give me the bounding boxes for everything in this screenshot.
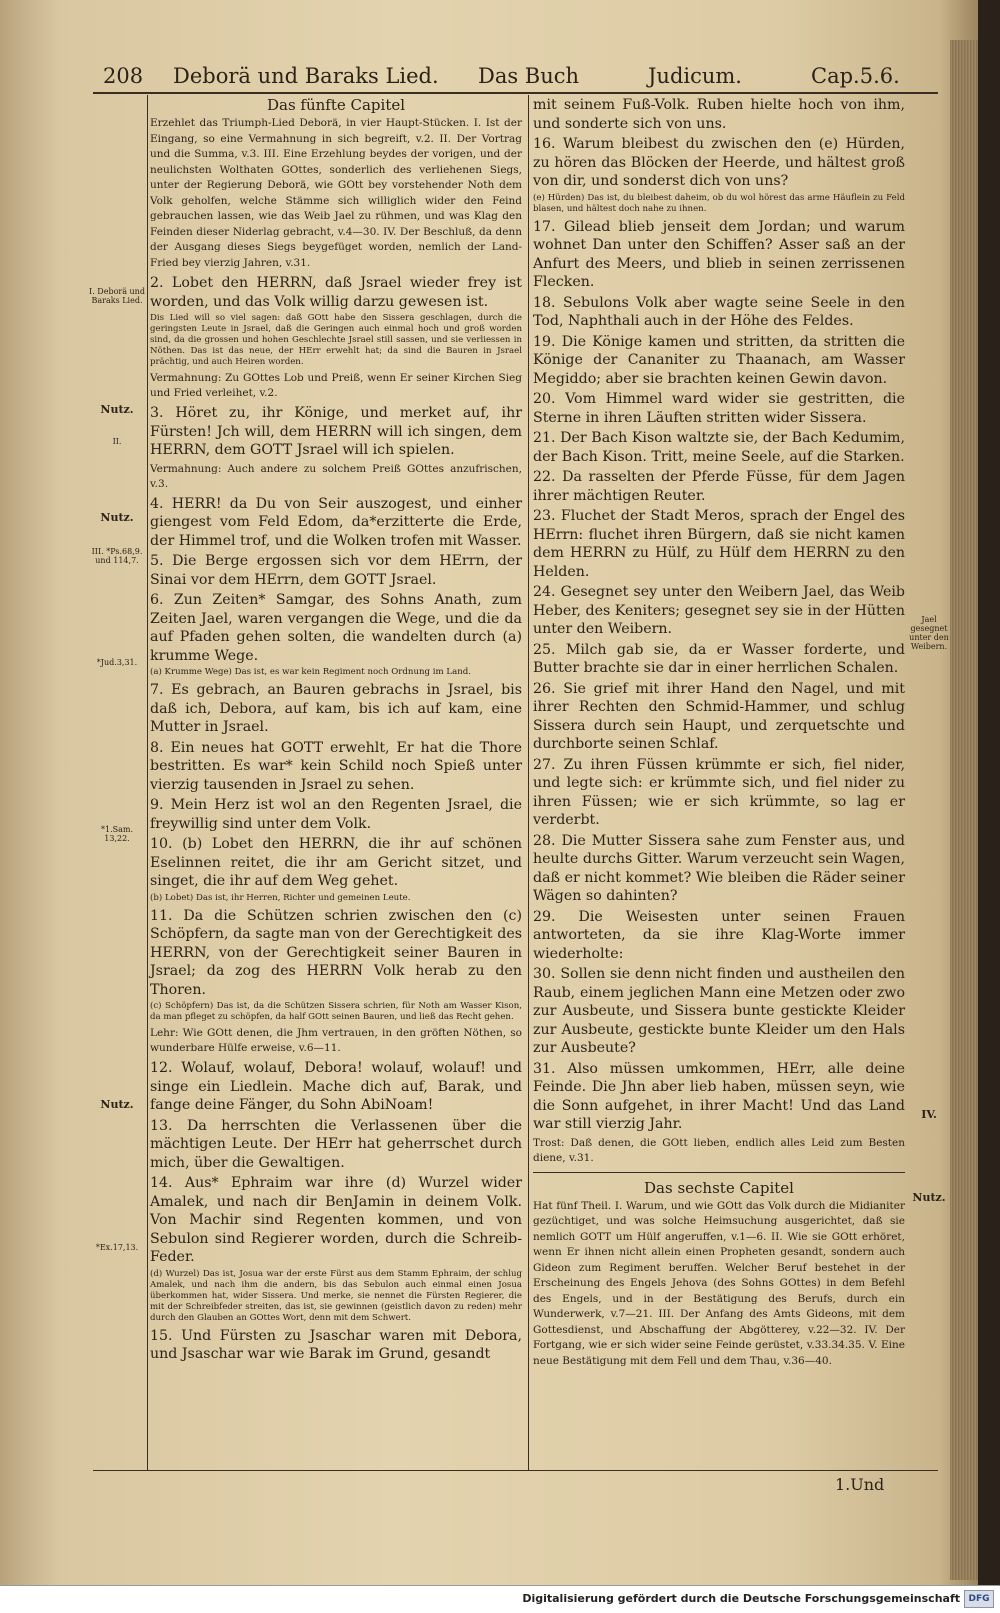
margin-note: II. (112, 437, 122, 446)
verse: 27. Zu ihren Füssen krümmte er sich, fiel nider, und legte sich: er krümmte sich, und fiel nider zu ihren Füssen; wie er sich krümmte, so lag er verderbt. (533, 756, 905, 828)
gloss-note: (d) Wurzel) Das ist, Josua war der erste Fürst aus dem Stamm Ephraim, der schlug Amalek, und nach ihm die andern, bis das Sebulon auch einmal einen Josua überkommen hat, wider Sissera. Und merke, sie nennet die Fürsten Regierer, die mit der Schreibfeder streiten, das ist, sie gewinnen (geistlich davon zu reden) mehr durch den Glauben an GOttes Wort, denn mit dem Schwert. (150, 1268, 522, 1323)
book-name: Judicum. (648, 64, 742, 88)
right-column (533, 96, 905, 1372)
verse: 31. Also müssen umkommen, HErr, alle deine Feinde. Die Jhn aber lieb haben, müssen seyn, wie die Sonn aufgehet, in ihrer Macht! Und das Land war still vierzig Jahr. (533, 1060, 905, 1132)
verse: 15. Und Fürsten zu Jsaschar waren mit Debora, und Jsaschar war wie Barak im Grund, gesandt (150, 1327, 522, 1362)
verse: 22. Da rasselten der Pferde Füsse, für dem Jagen ihrer mächtigen Reuter. (533, 469, 905, 504)
verse: 16. Warum bleibest du zwischen den (e) Hürden, zu hören das Blöcken der Heerde, und hältest groß von dir, und sonderst dich von uns? (533, 136, 905, 189)
running-title: Deborä und Baraks Lied. (173, 64, 439, 88)
application-note: Vermahnung: Zu GOttes Lob und Preiß, wenn Er seiner Kirchen Sieg und Fried verleihet, v.2. (150, 372, 522, 399)
application-note: Lehr: Wie GOtt denen, die Jhm vertrauen, in den gröften Nöthen, so wunderbare Hülfe erweise, v.6—11. (150, 1027, 522, 1054)
verse: 30. Sollen sie denn nicht finden und austheilen den Raub, einem jeglichen Mann eine Metzen oder zwo zur Ausbeute, und Sissera bunte gestickte Kleider zur Ausbeute, gestickte bunte Kleider um den Hals zur Ausbeute? (533, 966, 905, 1056)
chapter-summary: Hat fünf Theil. I. Warum, und wie GOtt das Volk durch die Midianiter gezüchtiget, und was solche Heimsuchung ausgerichtet, daß sie nemlich GOTT um Hülf angeruffen, v.1—6. II. Wie sie GOtt erhöret, wenn Er ihnen nicht allein einen Propheten gesandt, sondern auch Gideon zum Regiment beruffen. Welcher Beruf bestehet in der Erscheinung des Engels Jehova (des Sohns GOttes) in dem Befehl des Engels, und in der Bestätigung des Berufs, durch ein Wunderwerk, v.7—21. III. Der Anfang des Amts Gideons, mit dem Gottesdienst, und Abschaffung der Abgötterey, v.22—32. IV. Der Fortgang, wie er sich wider seine Feinde gerüstet, v.33.34.35. V. Eine neue Bestätigung mit dem Fell und dem Thau, v.36—40. (533, 1199, 905, 1367)
right-verses (533, 96, 905, 1166)
verse: 6. Zun Zeiten* Samgar, des Sohns Anath, zum Zeiten Jael, waren vergangen die Wege, und die da auf Pfaden gehen solten, die wandelten durch (a) krumme Wege. (150, 592, 522, 664)
margin-note: I. Deborä und Baraks Lied. (89, 287, 145, 305)
margin-note: *Jud.3,31. (96, 658, 138, 667)
running-header (93, 62, 938, 94)
verse: 29. Die Weisesten unter seinen Frauen antworteten, da sie ihre Klag-Worte immer wiederholte: (533, 908, 905, 962)
verse: 11. Da die Schützen schrien zwischen den (c) Schöpfern, da sagte man von der Gerechtigkeit des HERRN, von der Gerechtigkeit seiner Bauren in Jsrael; da zog des HERRN Volk herab zu den Thoren. (150, 907, 522, 998)
gloss-note: Dis Lied will so viel sagen: daß GOtt habe den Sissera geschlagen, durch die geringsten Leute in Jsrael, daß die Geringen auch einmal hoch und groß worden sind, da die grossen und hohen Geschlechte Jsrael still sassen, und sie verliessen in Nöthen. Das ist das neue, der HErr erwehlt hat; da sind die Bauren in Jsrael prächtig, und auch Heiren worden. (150, 313, 522, 367)
gloss-note: (b) Lobet) Das ist, ihr Herren, Richter und gemeinen Leute. (150, 892, 411, 903)
chapter-ref: Cap.5.6. (811, 64, 900, 88)
verse: 25. Milch gab sie, da er Wasser forderte, und Butter brachte sie dar in einer herrlichen Schalen. (533, 641, 905, 676)
verse: 23. Fluchet der Stadt Meros, sprach der Engel des HErrn: fluchet ihren Bürgern, daß sie nicht kamen dem HERRN zu Hülf, zu Hülf dem HERRN zu den Helden. (533, 508, 905, 580)
margin-nutz: Nutz. (100, 1098, 134, 1111)
application-note: Trost: Daß denen, die GOtt lieben, endlich alles Leid zum Besten diene, v.31. (533, 1136, 905, 1164)
verse: 13. Da herrschten die Verlassenen über die mächtigen Leute. Der HErr hat geherrschet durch mich, über die Gewaltigen. (150, 1117, 522, 1171)
margin-nutz: Nutz. (912, 1191, 946, 1204)
page-number: 208 (103, 64, 144, 88)
verse: mit seinem Fuß-Volk. Ruben hielte hoch von ihm, und sonderte sich von uns. (533, 97, 905, 132)
verse: 4. HERR! da Du von Seir auszogest, und einher giengest vom Feld Edom, da*erzitterte die Erde, der Himmel trof, und die Wolken trofen mit Wasser. (150, 495, 522, 549)
verse: 26. Sie grief mit ihrer Hand den Nagel, und mit ihrer Rechten den Schmid-Hammer, und schlug Sissera durch sein Haupt, und zerquetschte und durchborte seinen Schlaf. (533, 680, 905, 752)
verse: 18. Sebulons Volk aber wagte seine Seele in den Tod, Naphthali auch in der Höhe des Feldes. (533, 294, 905, 329)
gloss-note: (c) Schöpfern) Das ist, da die Schützen Sissera schrien, für Noth am Wasser Kison, da man pfleget zu schöpfen, da half GOtt seinen Bauren, und ließ das Recht gehen. (150, 1001, 522, 1022)
verse: 12. Wolauf, wolauf, Debora! wolauf, wolauf! und singe ein Liedlein. Mache dich auf, Barak, und fange deine Fänger, du Sohn AbiNoam! (150, 1060, 522, 1113)
book-label: Das Buch (478, 64, 580, 88)
application-note: Vermahnung: Auch andere zu solchem Preiß GOttes anzufrischen, v.3. (150, 462, 522, 490)
verse: 28. Die Mutter Sissera sahe zum Fenster aus, und heulte durchs Gitter. Warum verzeucht sein Wagen, daß er nicht kommet? Wie bleiben die Räder seiner Wägen so dahinten? (533, 832, 905, 904)
verse: 9. Mein Herz ist wol an den Regenten Jsrael, die freywillig sind unter dem Volk. (150, 797, 522, 832)
verse: 20. Vom Himmel ward wider sie gestritten, die Sterne in ihren Läuften stritten wider Sissera. (533, 391, 905, 426)
verse: 14. Aus* Ephraim war ihre (d) Wurzel wider Amalek, und nach dir BenJamin in deinem Volk. Von Machir sind Regenten kommen, und von Sebulon sind Regierer worden, durch die Schreib-Feder. (150, 1175, 522, 1265)
verse: 8. Ein neues hat GOTT erwehlt, Er hat die Thore bestritten. Es war* kein Schild noch Spieß unter vierzig tausenden in Jsrael zu sehen. (150, 739, 522, 793)
margin-note: *Ex.17,13. (95, 1243, 139, 1252)
catchword: 1.Und (835, 1475, 885, 1494)
verse: 24. Gesegnet sey unter den Weibern Jael, das Weib Heber, des Keniters; gesegnet sey sie in der Hütten unter den Weibern. (533, 584, 905, 637)
margin-note: IV. (921, 1108, 937, 1121)
verse: 2. Lobet den HERRN, daß Jsrael wieder frey ist worden, und das Volk willig darzu gewesen ist. (150, 275, 522, 310)
bottom-rule (93, 1470, 938, 1471)
margin-note: III. *Ps.68,9. und 114,7. (91, 547, 143, 565)
verse: 21. Der Bach Kison waltzte sie, der Bach Kedumim, der Bach Kison. Tritt, meine Seele, auf die Starken. (533, 430, 905, 465)
margin-nutz: Nutz. (100, 403, 134, 416)
chapter-title: Das sechste Capitel (644, 1178, 794, 1197)
left-verses (150, 274, 522, 1364)
verse: 17. Gilead blieb jenseit dem Jordan; und warum wohnet Dan unter den Schiffen? Asser saß an der Anfurt des Meers, und blieb in seinen zerrissenen Flecken. (533, 218, 905, 290)
left-column (150, 96, 522, 1366)
chapter-separator (533, 1172, 905, 1173)
dfg-logo: DFG (964, 1590, 994, 1608)
verse: 3. Höret zu, ihr Könige, und merket auf, ihr Fürsten! Jch will, dem HERRN will ich singen, dem HERRN, dem GOTT Jsrael will ich spielen. (150, 405, 522, 458)
margin-note: *1.Sam. 13,22. (100, 825, 133, 843)
chapter-title: Das fünfte Capitel (266, 96, 406, 114)
footer-bar (0, 1585, 1000, 1613)
chapter-summary: Erzehlet das Triumph-Lied Deborä, in vier Haupt-Stücken. I. Ist der Eingang, so eine Vermahnung in sich begreift, v.2. II. Der Vortrag und die Summa, v.3. III. Eine Erzehlung beydes der vorigen, und der neulichsten Wolthaten GOttes, sonderlich des verliehenen Siegs, unter der Regierung Deborä, wie GOtt bey vorstehender Noth dem Volk geholfen, welche Stämme sich williglich wider den Feind gebrauchen lassen, wie das Weib Jael zu rühmen, und was Klag den Feinden dieser Niderlag gebracht, v.4—30. IV. Der Beschluß, da denn der Ausgang dieses Siegs beygefüget worden, nemlich der Land-Fried bey vierzig Jahren, v.31. (150, 117, 522, 269)
verse: 19. Die Könige kamen und stritten, da stritten die Könige der Cananiter zu Thaanach, am Wasser Megiddo; aber sie brachten keinen Gewin davon. (533, 333, 905, 387)
gloss-note: (a) Krumme Wege) Das ist, es war kein Regiment noch Ordnung im Land. (150, 667, 471, 677)
column-divider (528, 95, 529, 1470)
page-edges (950, 40, 978, 1580)
margin-note: Jael gesegnet unter den Weibern. (909, 615, 949, 651)
funding-credit: Digitalisierung gefördert durch die Deutsche Forschungsgemeinschaft (522, 1592, 960, 1605)
margin-nutz: Nutz. (100, 511, 134, 524)
gloss-note: (e) Hürden) Das ist, du bleibest daheim, ob du wol hörest das arme Häuflein zu Feld blasen, und hältest doch nahe zu ihnen. (533, 192, 905, 214)
verse: 7. Es gebrach, an Bauren gebrachs in Jsrael, bis daß ich, Debora, auf kam, bis ich auf kam, eine Mutter in Jsrael. (150, 682, 522, 735)
verse: 5. Die Berge ergossen sich vor dem HErrn, der Sinai vor dem HErrn, dem GOTT Jsrael. (150, 553, 522, 588)
left-margin-rule (147, 95, 148, 1470)
verse: 10. (b) Lobet den HERRN, die ihr auf schönen Eselinnen reitet, die ihr am Gericht sitzet, und singet, die ihr auf dem Weg gehet. (150, 836, 522, 889)
